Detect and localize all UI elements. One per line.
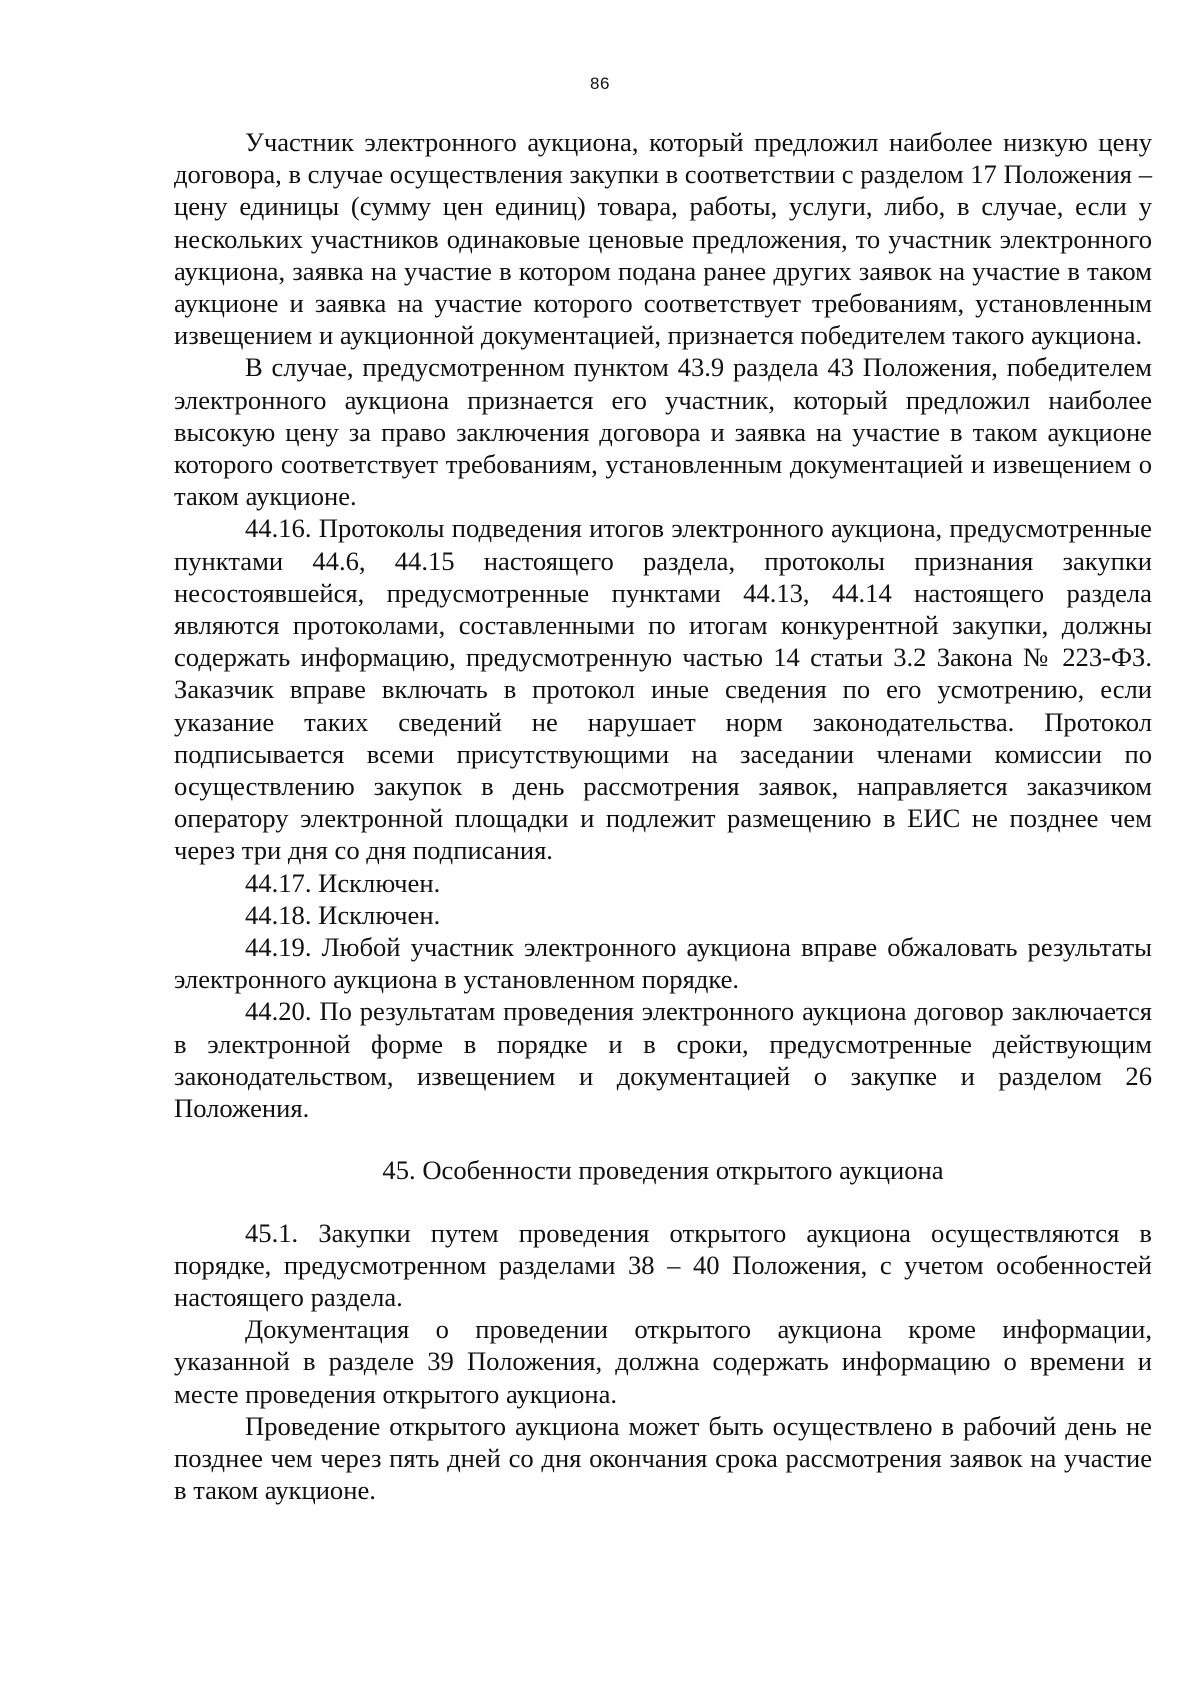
paragraph: Документация о проведении открытого аукциона кроме информации, указанной в разделе 39 Положения, должна содержать информацию о времени и месте проведения открытого аукциона.: [174, 1314, 1152, 1409]
paragraph: 44.18. Исключен.: [245, 899, 441, 930]
page-number: 86: [590, 74, 610, 93]
paragraph: 44.16. Протоколы подведения итогов электронного аукциона, предусмотренные пунктами 44.6, 44.15 настоящего раздела, протоколы признания закупки несостоявшейся, предусмотренные пунктами 44.13, 44.14 настоящего раздела являются протоколами, составленными по итогам конкурентной закупки, должны содержать информацию, предусмотренную частью 14 статьи 3.2 Закона № 223-ФЗ. Заказчик вправе включать в протокол иные сведения по его усмотрению, если указание таких сведений не нарушает норм законодательства. Протокол подписывается всеми присутствующими на заседании членами комиссии по осуществлению закупок в день рассмотрения заявок, направляется заказчиком оператору электронной площадки и подлежит размещению в ЕИС не позднее чем через три дня со дня подписания.: [174, 513, 1152, 866]
paragraph: Участник электронного аукциона, который предложил наиболее низкую цену договора, в случае осуществления закупки в соответствии с разделом 17 Положения – цену единицы (сумму цен единиц) товара, работы, услуги, либо, в случае, если у нескольких участников одинаковые ценовые предложения, то участник электронного аукциона, заявка на участие в котором подана ранее других заявок на участие в таком аукционе и заявка на участие которого соответствует требованиям, установленным извещением и аукционной документацией, признается победителем такого аукциона.: [174, 127, 1152, 351]
paragraph: Проведение открытого аукциона может быть осуществлено в рабочий день не позднее чем через пять дней со дня окончания срока рассмотрения заявок на участие в таком аукционе.: [174, 1410, 1152, 1506]
paragraph: 44.17. Исключен.: [245, 867, 441, 898]
section-heading: 45. Особенности проведения открытого аукциона: [382, 1155, 944, 1186]
paragraph: 44.19. Любой участник электронного аукциона вправе обжаловать результаты электронного аукциона в установленном порядке.: [174, 932, 1152, 995]
paragraph: 44.20. По результатам проведения электронного аукциона договор заключается в электронной форме в порядке и в сроки, предусмотренные действующим законодательством, извещением и документацией о закупке и разделом 26 Положения.: [174, 996, 1152, 1124]
paragraph: 45.1. Закупки путем проведения открытого аукциона осуществляются в порядке, предусмотренном разделами 38 – 40 Положения, с учетом особенностей настоящего раздела.: [174, 1217, 1152, 1312]
document-body: [174, 126, 1152, 1506]
paragraph: В случае, предусмотренном пунктом 43.9 раздела 43 Положения, победителем электронного аукциона признается его участник, который предложил наиболее высокую цену за право заключения договора и заявка на участие в таком аукционе которого соответствует требованиям, установленным документацией и извещением о таком аукционе.: [174, 352, 1152, 512]
